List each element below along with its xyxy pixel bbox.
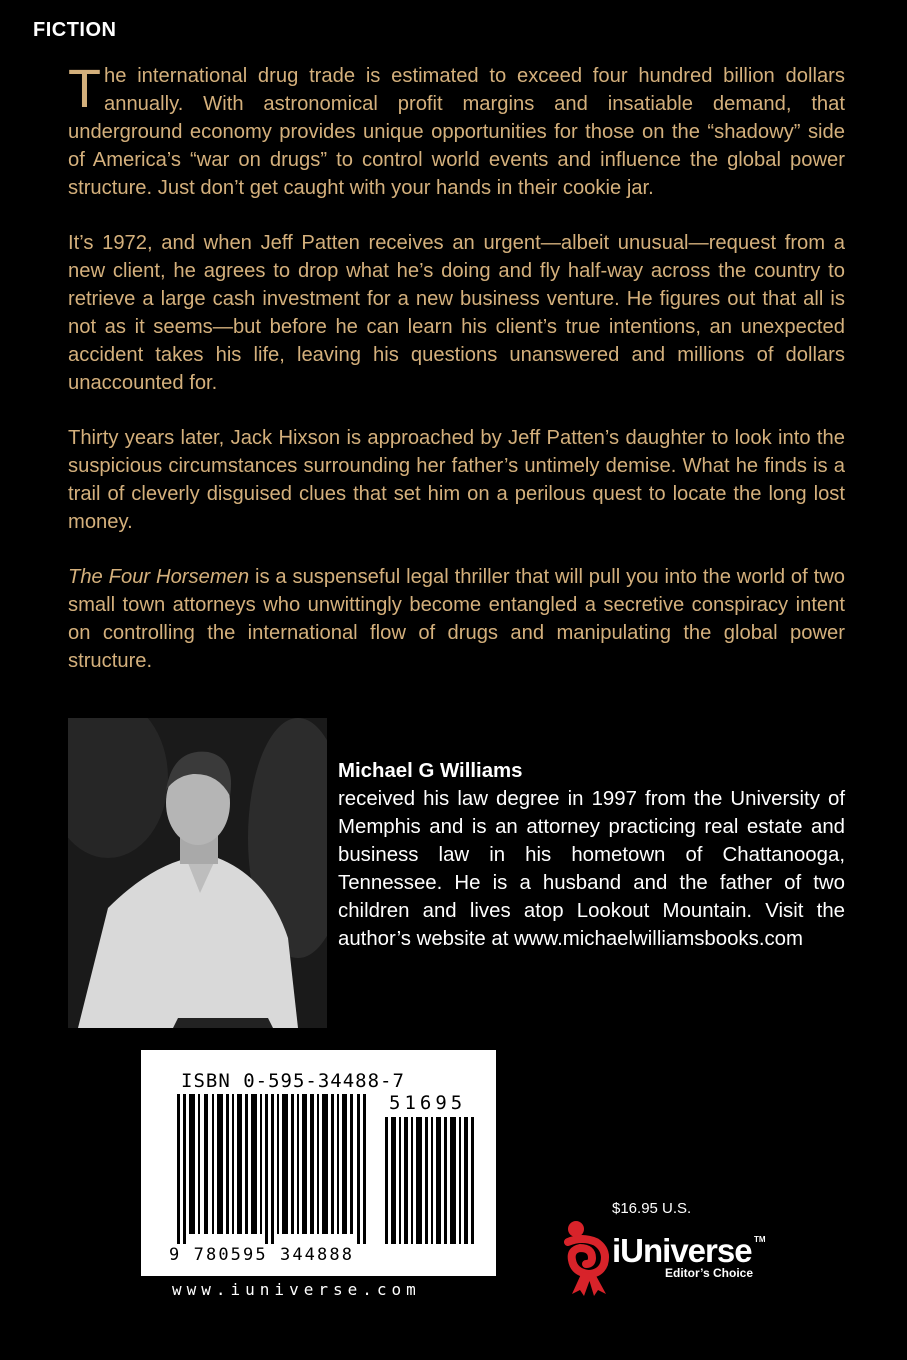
author-name: Michael G Williams: [338, 760, 523, 782]
ean-barcode: [177, 1094, 367, 1244]
isbn-number: ISBN 0-595-34488-7: [181, 1070, 405, 1092]
blurb-paragraph-3: Thirty years later, Jack Hixson is approached by Jeff Patten’s daughter to look into the suspicious circumstances surrounding her father’s untimely demise. What he finds is a trail of cleverly disguised clues that set him on a perilous quest to locate the long lost money.: [68, 427, 845, 533]
blurb-paragraph-2: It’s 1972, and when Jeff Patten receives an urgent—albeit unusual—request from a new client, he agrees to drop what he’s doing and fly half-way across the country to retrieve a large cash investment for a new business venture. He figures out that all is not as it seems—but before he can learn his client’s true intentions, an unexpected accident takes his life, leaving his questions unanswered and millions of dollars unaccounted for.: [68, 232, 845, 394]
publisher-website: www.iuniverse.com: [172, 1280, 421, 1299]
publisher-imprint: Editor’s Choice: [665, 1266, 754, 1280]
blurb-paragraph-4: [68, 563, 845, 675]
category-label: FICTION: [33, 19, 117, 41]
author-photo: [68, 718, 327, 1028]
back-cover-blurb: [68, 59, 845, 702]
blurb-paragraph-1-text: he international drug trade is estimated to exceed four hundred billion dollars annually. With astronomical profit margins and insatiable demand, that underground economy provides unique opportunities for those on the “shadowy” side of America’s “war on drugs” to control world events and influence the global power structure. Just don’t get caught with your hands in their cookie jar.: [68, 65, 845, 199]
author-bio-text: received his law degree in 1997 from the University of Memphis and is an attorney practicing real estate and business law in his hometown of Chattanooga, Tennessee. He is a husband and the father of two children and lives atop Lookout Mountain. Visit the author’s website at www.michaelwilliamsbooks.com: [338, 788, 845, 950]
publisher-logo: [562, 1220, 772, 1296]
blurb-paragraph-1: [68, 59, 845, 202]
price-addon-number: 51695: [389, 1092, 467, 1114]
addon-barcode: [385, 1117, 475, 1244]
ean-number: 9 780595 344888: [169, 1245, 355, 1265]
barcode-label: [141, 1050, 496, 1276]
blurb-paragraph-4-text: is a suspenseful legal thriller that will pull you into the world of two small town attorneys who unwittingly become entangled a secretive conspiracy intent on controlling the international flow of drugs and manipulating the global power structure.: [68, 566, 845, 672]
drop-cap: T: [68, 59, 101, 119]
book-title: The Four Horsemen: [68, 566, 250, 588]
price: $16.95 U.S.: [612, 1200, 692, 1217]
publisher-name: iUniverse: [612, 1232, 752, 1269]
author-bio: [338, 757, 845, 953]
trademark-mark: TM: [754, 1235, 766, 1244]
